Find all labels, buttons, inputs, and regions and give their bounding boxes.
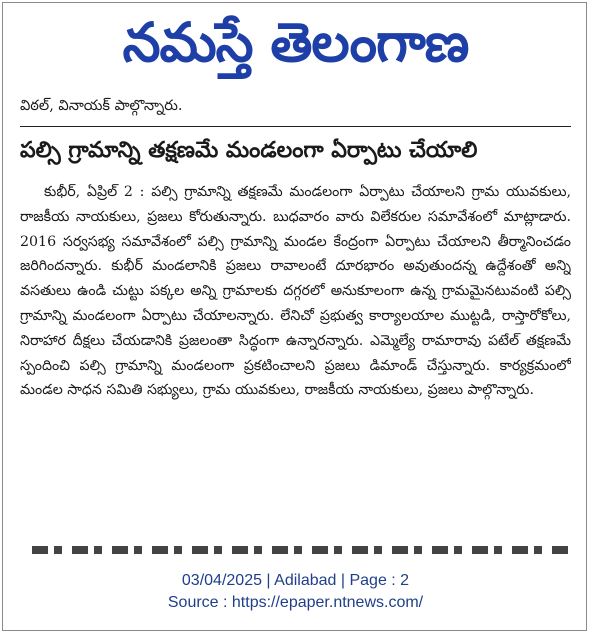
clipping-footer bbox=[0, 570, 591, 614]
next-article-cutoff bbox=[32, 546, 571, 554]
source-link[interactable]: Source : https://epaper.ntnews.com/ bbox=[167, 594, 424, 611]
previous-article-tail: విఠల్, వినాయక్ పాల్గొన్నారు. bbox=[20, 98, 183, 114]
divider-line bbox=[20, 126, 571, 127]
article-headline: పల్సి గ్రామాన్ని తక్షణమే మండలంగా ఏర్పాటు చేయాలి bbox=[20, 138, 478, 163]
article-body: కుభీర్, ఏప్రిల్ 2 : పల్సి గ్రామాన్ని తక్షణమే మండలంగా ఏర్పాటు చేయాలని గ్రామ యువకులు, రాజకీయ నాయకులు, ప్రజలు కోరుతున్నారు. బుధవారం వారు విలేకరుల సమావేశంలో మాట్లాడారు. 2016 సర్వసభ్య సమావేశంలో పల్సి గ్రామాన్ని మండల కేంద్రంగా ఏర్పాటు చేయాలని తీర్మానించడం జరిగిందన్నారు. కుభీర్ మండలానికి ప్రజలు రావాలంటే దూరభారం అవుతుందన్న ఉద్దేశంతో అన్ని వసతులు ఉండి చుట్టు పక్కల అన్ని గ్రామాలకు దగ్గరలో అనుకూలంగా ఉన్న గ్రామమైనటువంటి పల్సి గ్రామాన్ని మండలంగా ఏర్పాటు చేయాలన్నారు. లేనిచో ప్రభుత్వ కార్యాలయాల ముట్టడి, రాస్తారోకోలు, నిరాహార దీక్షలు చేయడానికి ప్రజలంతా సిద్ధంగా ఉన్నారన్నారు. ఎమ్మెల్యే రామారావు పటేల్ తక్షణమే స్పందించి పల్సి గ్రామాన్ని మండలంగా ప్రకటించాలని ప్రజలు డిమాండ్ చేస్తున్నారు. కార్యక్రమంలో మండల సాధన సమితి సభ్యులు, గ్రామ యువకులు, రాజకీయ నాయకులు, ప్రజలు పాల్గొన్నారు. bbox=[20, 184, 571, 399]
article-clipping bbox=[20, 92, 571, 554]
newspaper-masthead: నమస్తే తెలంగాణ bbox=[122, 10, 469, 74]
edition-info: 03/04/2025 | Adilabad | Page : 2 bbox=[181, 572, 410, 589]
